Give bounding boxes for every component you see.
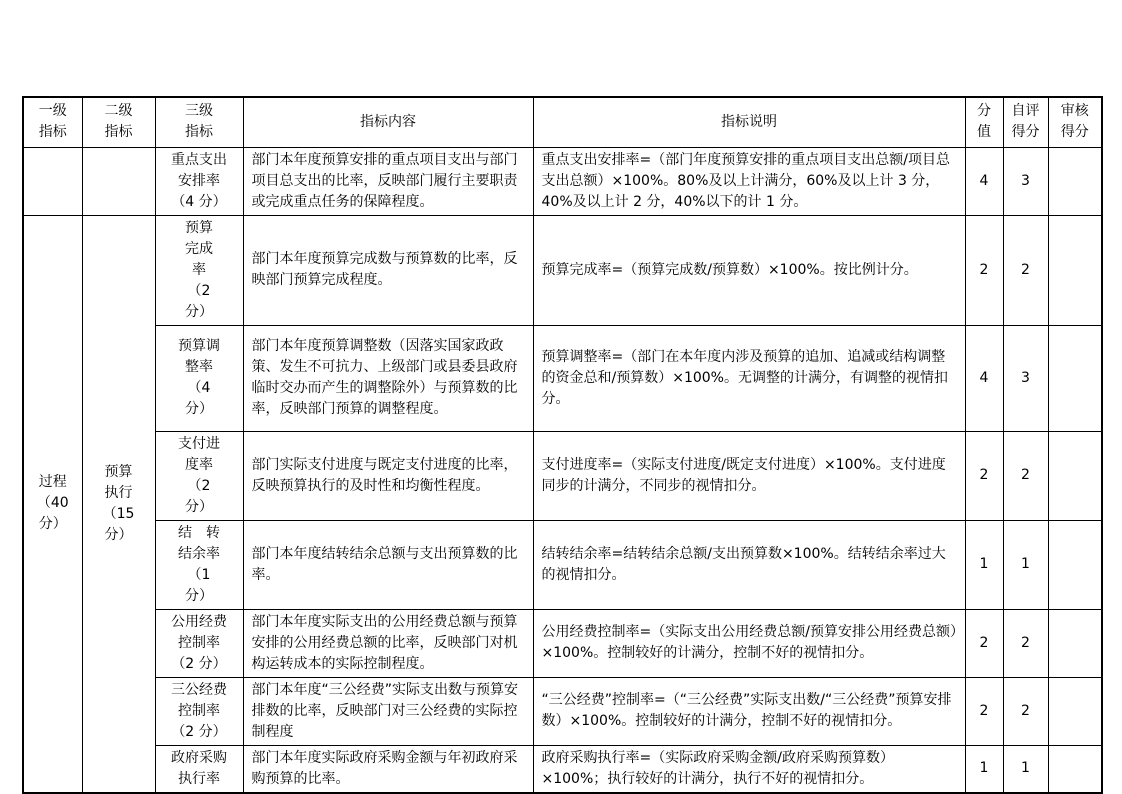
level3-cell: 公用经费控制率（2 分）: [155, 609, 243, 677]
header-explain: 指标说明: [533, 97, 965, 147]
audit-score-cell: [1048, 431, 1102, 520]
level3-cell: 预算调整率（4 分）: [155, 325, 243, 431]
header-score: 分值: [965, 97, 1003, 147]
evaluation-table: [22, 96, 1103, 794]
self-score-cell: 2: [1003, 215, 1048, 325]
audit-score-cell: [1048, 147, 1102, 215]
explain-cell: 公用经费控制率=（实际支出公用经费总额/预算安排公用经费总额）×100%。控制较好的计满分，控制不好的视情扣分。: [533, 609, 965, 677]
table-row: [23, 325, 1102, 431]
header-audit-score: 审核得分: [1048, 97, 1102, 147]
table-row: [23, 609, 1102, 677]
audit-score-cell: [1048, 677, 1102, 745]
self-score-cell: 3: [1003, 325, 1048, 431]
self-score-cell: 1: [1003, 520, 1048, 609]
level1-group-cell: 过程（40分）: [23, 215, 82, 793]
audit-score-cell: [1048, 609, 1102, 677]
score-cell: 1: [965, 745, 1003, 793]
content-cell: 部门本年度实际政府采购金额与年初政府采购预算的比率。: [243, 745, 533, 793]
header-self-score: 自评得分: [1003, 97, 1048, 147]
self-score-cell: 2: [1003, 677, 1048, 745]
table-row: [23, 431, 1102, 520]
content-cell: 部门本年度预算完成数与预算数的比率，反映部门预算完成程度。: [243, 215, 533, 325]
score-cell: 2: [965, 215, 1003, 325]
table-row: [23, 677, 1102, 745]
level3-cell: 结 转结余率（1 分）: [155, 520, 243, 609]
content-cell: 部门本年度预算调整数（因落实国家政政策、发生不可抗力、上级部门或县委县政府临时交办而产生的调整除外）与预算数的比率，反映部门预算的调整程度。: [243, 325, 533, 431]
content-cell: 部门本年度“三公经费”实际支出数与预算安排数的比率，反映部门对三公经费的实际控制程度: [243, 677, 533, 745]
self-score-cell: 2: [1003, 609, 1048, 677]
explain-cell: 结转结余率=结转结余总额/支出预算数×100%。结转结余率过大的视情扣分。: [533, 520, 965, 609]
table-row: [23, 745, 1102, 793]
self-score-cell: 1: [1003, 745, 1048, 793]
explain-cell: “三公经费”控制率=（“三公经费”实际支出数/“三公经费”预算安排数）×100%。控制较好的计满分，控制不好的视情扣分。: [533, 677, 965, 745]
content-cell: 部门本年度结转结余总额与支出预算数的比率。: [243, 520, 533, 609]
audit-score-cell: [1048, 325, 1102, 431]
explain-cell: 政府采购执行率=（实际政府采购金额/政府采购预算数）×100%；执行较好的计满分，执行不好的视情扣分。: [533, 745, 965, 793]
score-cell: 2: [965, 677, 1003, 745]
content-cell: 部门实际支付进度与既定支付进度的比率，反映预算执行的及时性和均衡性程度。: [243, 431, 533, 520]
explain-cell: 重点支出安排率=（部门年度预算安排的重点项目支出总额/项目总支出总额）×100%。80%及以上计满分，60%及以上计 3 分，40%及以上计 2 分，40%以下的计 1 分。: [533, 147, 965, 215]
table-row: [23, 215, 1102, 325]
audit-score-cell: [1048, 745, 1102, 793]
self-score-cell: 3: [1003, 147, 1048, 215]
level3-cell: 支付进度率（2 分）: [155, 431, 243, 520]
table-row: [23, 520, 1102, 609]
explain-cell: 预算调整率=（部门在本年度内涉及预算的追加、追减或结构调整的资金总和/预算数）×100%。无调整的计满分，有调整的视情扣分。: [533, 325, 965, 431]
audit-score-cell: [1048, 215, 1102, 325]
score-cell: 2: [965, 609, 1003, 677]
audit-score-cell: [1048, 520, 1102, 609]
explain-cell: 预算完成率=（预算完成数/预算数）×100%。按比例计分。: [533, 215, 965, 325]
table-row: [23, 147, 1102, 215]
level3-cell: 政府采购执行率: [155, 745, 243, 793]
level2-group-cell: 预算执行（15分）: [82, 215, 155, 793]
explain-cell: 支付进度率=（实际支付进度/既定支付进度）×100%。支付进度同步的计满分，不同步的视情扣分。: [533, 431, 965, 520]
header-content: 指标内容: [243, 97, 533, 147]
header-level1: 一级指标: [23, 97, 82, 147]
level2-cell-empty: [82, 147, 155, 215]
score-cell: 2: [965, 431, 1003, 520]
content-cell: 部门本年度实际支出的公用经费总额与预算安排的公用经费总额的比率，反映部门对机构运转成本的实际控制程度。: [243, 609, 533, 677]
level1-cell-empty: [23, 147, 82, 215]
score-cell: 4: [965, 325, 1003, 431]
header-level3: 三级指标: [155, 97, 243, 147]
score-cell: 4: [965, 147, 1003, 215]
content-cell: 部门本年度预算安排的重点项目支出与部门项目总支出的比率，反映部门履行主要职责或完成重点任务的保障程度。: [243, 147, 533, 215]
score-cell: 1: [965, 520, 1003, 609]
header-level2: 二级指标: [82, 97, 155, 147]
level3-cell: 重点支出安排率（4 分）: [155, 147, 243, 215]
level3-cell: 三公经费控制率（2 分）: [155, 677, 243, 745]
level3-cell: 预算完成率（2 分）: [155, 215, 243, 325]
header-row: [23, 97, 1102, 147]
self-score-cell: 2: [1003, 431, 1048, 520]
